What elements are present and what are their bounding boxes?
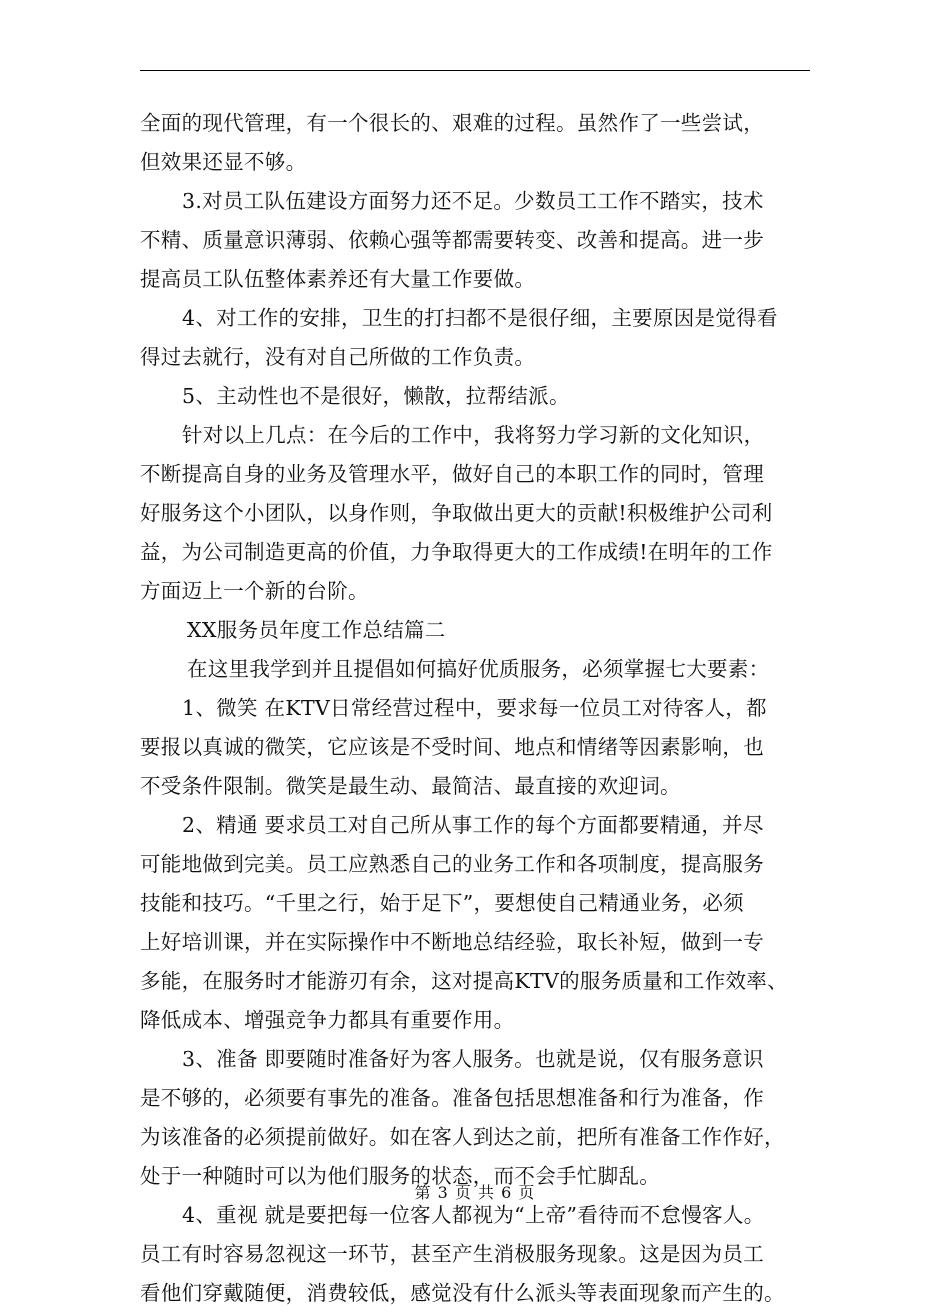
text-line: 得过去就行，没有对自己所做的工作负责。 [140,345,536,369]
text-line: 方面迈上一个新的台阶。 [140,579,369,603]
text-line: 好服务这个小团队，以身作则，争取做出更大的贡献!积极维护公司利 [140,501,773,525]
text-line: 提高员工队伍整体素养还有大量工作要做。 [140,267,536,291]
text-line: 员工有时容易忽视这一环节，甚至产生消极服务现象。这是因为员工 [140,1242,764,1266]
text-line: 不精、质量意识薄弱、依赖心强等都需要转变、改善和提高。进一步 [140,228,764,252]
text-line: 为该准备的必须提前做好。如在客人到达之前，把所有准备工作作好， [140,1125,785,1149]
header-rule [140,70,810,71]
text-line: 2、精通 要求员工对自己所从事工作的每个方面都要精通，并尽 [182,813,764,837]
text-line: 全面的现代管理，有一个很长的、艰难的过程。虽然作了一些尝试， [140,111,764,135]
text-line: 在这里我学到并且提倡如何搞好优质服务，必须掌握七大要素： [187,657,770,681]
text-line: 看他们穿戴随便，消费较低，感觉没有什么派头等表面现象而产生的。 [140,1281,785,1305]
text-line: 上好培训课，并在实际操作中不断地总结经验，取长补短，做到一专 [140,930,764,954]
text-line: 3、准备 即要随时准备好为客人服务。也就是说，仅有服务意识 [182,1047,764,1071]
text-line: 4、重视 就是要把每一位客人都视为“上帝”看待而不怠慢客人。 [182,1203,765,1227]
text-line: 5、主动性也不是很好，懒散，拉帮结派。 [182,384,570,408]
text-line: 益，为公司制造更高的价值，力争取得更大的工作成绩!在明年的工作 [140,540,773,564]
text-line: 针对以上几点：在今后的工作中，我将努力学习新的文化知识， [182,423,765,447]
text-line: 不断提高自身的业务及管理水平，做好自己的本职工作的同时，管理 [140,462,764,486]
text-line: 1、微笑 在KTV日常经营过程中，要求每一位员工对待客人，都 [182,696,767,720]
text-line: 3.对员工队伍建设方面努力还不足。少数员工工作不踏实，技术 [182,189,764,213]
text-line: 降低成本、增强竞争力都具有重要作用。 [140,1008,515,1032]
text-line: 是不够的，必须要有事先的准备。准备包括思想准备和行为准备，作 [140,1086,764,1110]
text-line: 但效果还显不够。 [140,150,307,174]
document-body [140,104,810,1313]
text-line: 不受条件限制。微笑是最生动、最简洁、最直接的欢迎词。 [140,774,681,798]
text-line: 技能和技巧。“千里之行，始于足下”，要想使自己精通业务，必须 [140,891,744,915]
text-line: 多能，在服务时才能游刃有余，这对提高KTV的服务质量和工作效率、 [140,969,788,993]
text-line: 处于一种随时可以为他们服务的状态，而不会手忙脚乱。 [140,1164,660,1188]
text-line: 4、对工作的安排，卫生的打扫都不是很仔细，主要原因是觉得看 [182,306,778,330]
page-footer: 第 3 页 共 6 页 [414,1183,536,1202]
text-line: 要报以真诚的微笑，它应该是不受时间、地点和情绪等因素影响，也 [140,735,764,759]
section-heading: XX服务员年度工作总结篇二 [187,618,446,642]
text-line: 可能地做到完美。员工应熟悉自己的业务工作和各项制度，提高服务 [140,852,764,876]
